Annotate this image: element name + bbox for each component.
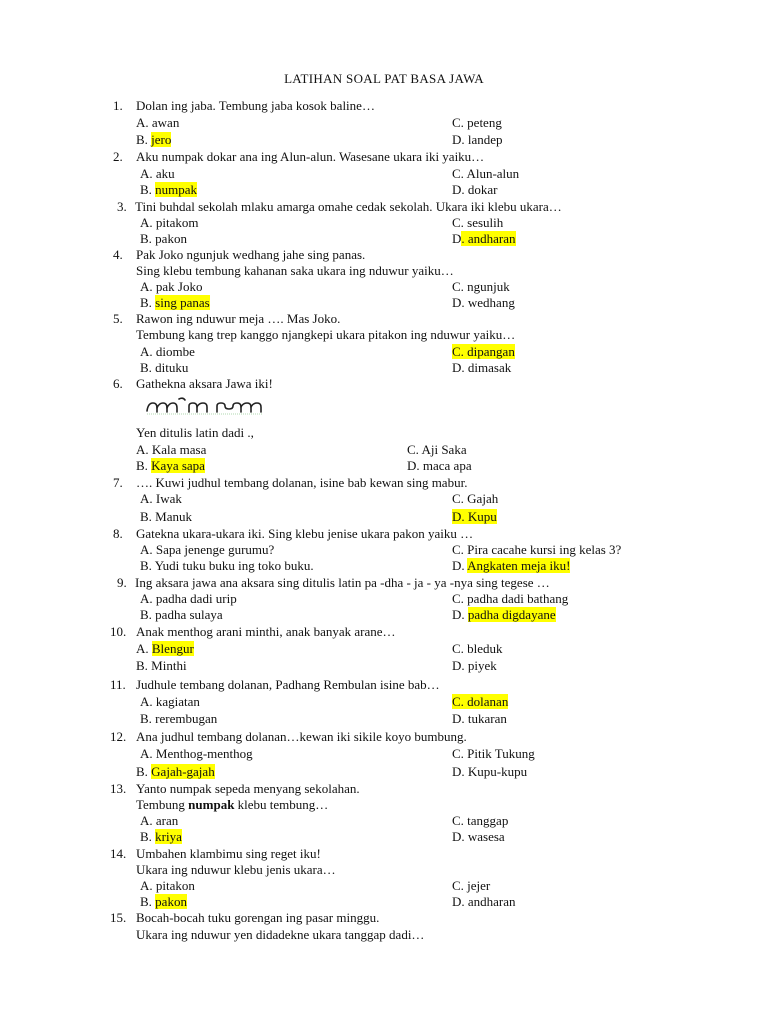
option-b: B. pakon xyxy=(140,894,187,909)
question-text-2: Sing klebu tembung kahanan saka ukara ing nduwur yaiku… xyxy=(136,263,454,278)
question-text: Umbahen klambimu sing reget iku! xyxy=(136,846,321,861)
option-d: D. padha digdayane xyxy=(452,607,556,622)
question-text-2: Tembung numpak klebu tembung… xyxy=(136,797,329,812)
question-number: 12. xyxy=(110,729,127,744)
option-c xyxy=(452,344,515,360)
question-number: 14. xyxy=(110,846,127,861)
question-text: Yanto numpak sepeda menyang sekolahan. xyxy=(136,781,360,796)
question-text-2: Ukara ing nduwur klebu jenis ukara… xyxy=(136,862,336,877)
option-c: C. Pitik Tukung xyxy=(452,746,535,761)
option-a: A. Iwak xyxy=(140,491,182,506)
question-text: Gathekna aksara Jawa iki! xyxy=(136,376,273,391)
option-d: D. dimasak xyxy=(452,360,512,375)
option-b: B. dituku xyxy=(140,360,189,375)
question-number: 1. xyxy=(113,98,123,113)
answer-highlight: C. dolanan xyxy=(452,694,509,709)
question-text-2: Yen ditulis latin dadi ., xyxy=(136,425,254,440)
option-d: D. dokar xyxy=(452,182,498,197)
question-number: 4. xyxy=(113,247,123,262)
option-d: D. wedhang xyxy=(452,295,515,310)
option-d: D. andharan xyxy=(452,894,516,909)
answer-highlight: padha digdayane xyxy=(467,607,556,622)
question-text: Judhule tembang dolanan, Padhang Rembulan isine bab… xyxy=(136,677,440,692)
option-a: A. Blengur xyxy=(136,641,194,656)
option-c: C. padha dadi bathang xyxy=(452,591,569,606)
option-b: B. sing panas xyxy=(140,295,210,310)
question-text: Tini buhdal sekolah mlaku amarga omahe cedak sekolah. Ukara iki klebu ukara… xyxy=(135,199,562,214)
option-a: A. pak Joko xyxy=(140,279,203,294)
question-number: 13. xyxy=(110,781,127,796)
option-a: A. padha dadi urip xyxy=(140,591,237,606)
option-a: A. pitakon xyxy=(140,878,195,893)
question-number: 3. xyxy=(117,199,127,214)
question-number: 15. xyxy=(110,910,127,925)
question-number: 9. xyxy=(117,575,127,590)
option-d: D. maca apa xyxy=(407,458,472,473)
option-d xyxy=(452,509,497,525)
option-b: B. Kaya sapa xyxy=(136,458,205,473)
option-d: D. Angkaten meja iku! xyxy=(452,558,571,573)
option-c: C. sesulih xyxy=(452,215,504,230)
question-text-2: Tembung kang trep kanggo njangkepi ukara pitakon ing nduwur yaiku… xyxy=(136,327,516,342)
question-text: Dolan ing jaba. Tembung jaba kosok baline… xyxy=(136,98,375,113)
question-number: 10. xyxy=(110,624,127,639)
option-a: A. aku xyxy=(140,166,175,181)
option-a: A. pitakom xyxy=(140,215,199,230)
question-number: 8. xyxy=(113,526,123,541)
question-number: 5. xyxy=(113,311,123,326)
option-a: A. kagiatan xyxy=(140,694,200,709)
answer-highlight: Angkaten meja iku! xyxy=(467,558,571,573)
question-text: Gatekna ukara-ukara iki. Sing klebu jenise ukara pakon yaiku … xyxy=(136,526,474,541)
question-text: Pak Joko ngunjuk wedhang jahe sing panas. xyxy=(136,247,366,262)
option-c: C. Aji Saka xyxy=(407,442,467,457)
question-number: 11. xyxy=(110,677,126,692)
answer-highlight: Gajah-gajah xyxy=(151,764,215,779)
option-b: B. rerembugan xyxy=(140,711,218,726)
question-text: …. Kuwi judhul tembang dolanan, isine bab kewan sing mabur. xyxy=(136,475,468,490)
option-b: B. kriya xyxy=(140,829,182,844)
option-c: C. bleduk xyxy=(452,641,503,656)
javanese-script-image xyxy=(145,397,267,417)
page-title: LATIHAN SOAL PAT BASA JAWA xyxy=(284,71,484,86)
option-a: A. Menthog-menthog xyxy=(140,746,253,761)
option-c: C. ngunjuk xyxy=(452,279,510,294)
option-d: D. wasesa xyxy=(452,829,505,844)
option-c: C. Alun-alun xyxy=(452,166,520,181)
answer-highlight: sing panas xyxy=(155,295,210,310)
question-text: Rawon ing nduwur meja …. Mas Joko. xyxy=(136,311,341,326)
question-text: Anak menthog arani minthi, anak banyak arane… xyxy=(136,624,396,639)
answer-highlight: . andharan xyxy=(461,231,516,246)
question-text: Ing aksara jawa ana aksara sing ditulis latin pa -dha - ja - ya -nya sing tegese … xyxy=(135,575,550,590)
option-c: C. jejer xyxy=(452,878,491,893)
option-d: D. tukaran xyxy=(452,711,507,726)
option-c xyxy=(452,694,508,710)
option-a: A. Kala masa xyxy=(136,442,207,457)
option-b: B. numpak xyxy=(140,182,198,197)
option-b: B. jero xyxy=(136,132,172,147)
option-b: B. Minthi xyxy=(136,658,187,673)
answer-highlight: kriya xyxy=(155,829,182,844)
answer-highlight: jero xyxy=(151,132,172,147)
option-d: D. landep xyxy=(452,132,503,147)
answer-highlight: C. dipangan xyxy=(452,344,515,359)
option-b: B. Yudi tuku buku ing toko buku. xyxy=(140,558,314,573)
answer-highlight: Kaya sapa xyxy=(151,458,205,473)
answer-highlight: pakon xyxy=(155,894,187,909)
option-c: C. Pira cacahe kursi ing kelas 3? xyxy=(452,542,622,557)
answer-highlight: Blengur xyxy=(151,641,194,656)
option-d: D. piyek xyxy=(452,658,497,673)
option-b: B. Gajah-gajah xyxy=(136,764,215,779)
option-b: B. pakon xyxy=(140,231,187,246)
option-b: B. padha sulaya xyxy=(140,607,223,622)
answer-highlight: D. Kupu xyxy=(452,509,497,524)
question-text: Bocah-bocah tuku gorengan ing pasar minggu. xyxy=(136,910,380,925)
option-c: C. tanggap xyxy=(452,813,509,828)
option-c: C. Gajah xyxy=(452,491,499,506)
option-a: A. diombe xyxy=(140,344,195,359)
question-text: Aku numpak dokar ana ing Alun-alun. Wasesane ukara iki yaiku… xyxy=(136,149,485,164)
option-d: D. andharan xyxy=(452,231,516,246)
question-number: 6. xyxy=(113,376,123,391)
question-text: Ana judhul tembang dolanan…kewan iki sikile koyo bumbung. xyxy=(136,729,467,744)
option-a: A. awan xyxy=(136,115,180,130)
option-c: C. peteng xyxy=(452,115,502,130)
question-number: 7. xyxy=(113,475,123,490)
option-a: A. Sapa jenenge gurumu? xyxy=(140,542,275,557)
option-a: A. aran xyxy=(140,813,179,828)
question-text-2: Ukara ing nduwur yen didadekne ukara tanggap dadi… xyxy=(136,927,425,942)
option-d: D. Kupu-kupu xyxy=(452,764,528,779)
option-b: B. Manuk xyxy=(140,509,192,524)
answer-highlight: numpak xyxy=(155,182,198,197)
question-number: 2. xyxy=(113,149,123,164)
